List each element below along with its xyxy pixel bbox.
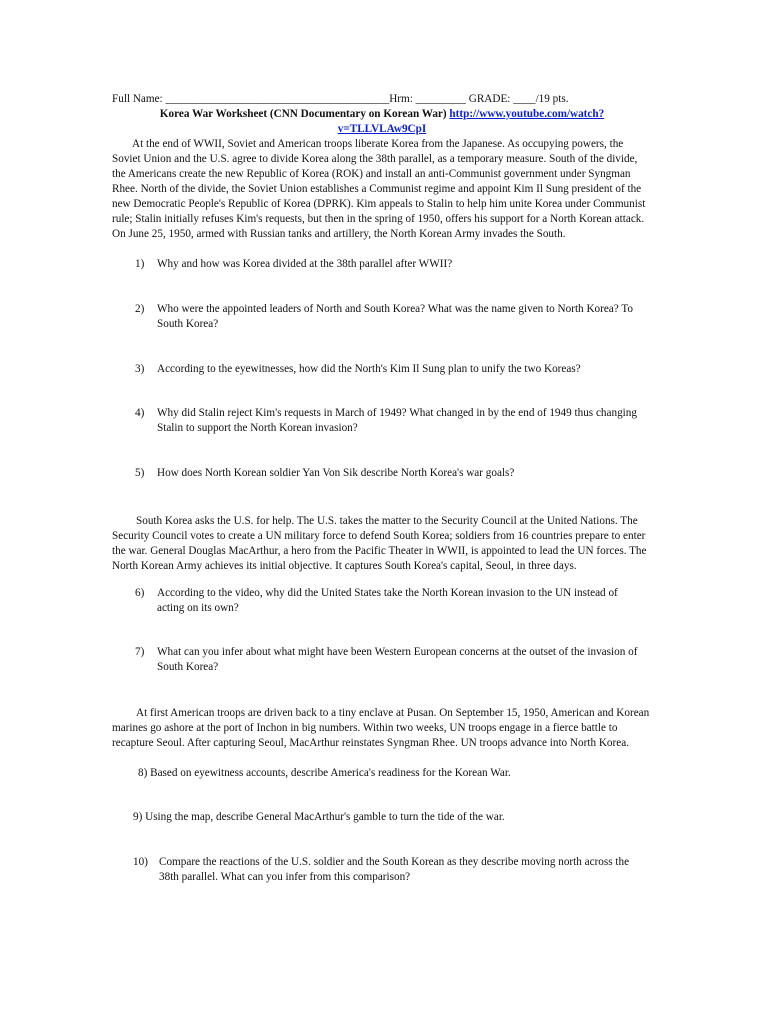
video-link[interactable]: http://www.youtube.com/watch? v=TLLVLAw9CpI xyxy=(337,108,605,135)
un-paragraph: South Korea asks the U.S. for help. The U.S. takes the matter to the Security Council at the United Nations. The Security Council votes to create a UN military force to defend South Korea; soldiers from 16 countries prepare to enter the war. General Douglas MacArthur, a hero from the Pacific Theater in WWII, is appointed to lead the UN forces. The North Korean Army achieves its initial objective. It captures South Korea's capital, Seoul, in three days. xyxy=(112,515,647,572)
question-2: 2) Who were the appointed leaders of North and South Korea? What was the name given to North Korea? To South Korea? xyxy=(135,303,633,330)
intro-paragraph: At the end of WWII, Soviet and American troops liberate Korea from the Japanese. As occupying powers, the Soviet Union and the U.S. agree to divide Korea along the 38th parallel, as a temporary measure. South of the divide, the Americans create the new Republic of Korea (ROK) and install an anti-Communist government under Syngman Rhee. North of the divide, the Soviet Union establishes a Communist regime and appoint Kim Il Sung president of the new Democratic People's Republic of Korea (DPRK). Kim appeals to Stalin to help him unite Korea under Communist rule; Stalin initially refuses Kim's requests, but then in the spring of 1950, offers his support for a North Korean attack. On June 25, 1950, armed with Russian tanks and artillery, the North Korean Army invades the South. xyxy=(112,138,646,240)
question-7: 7) What can you infer about what might have been Western European concerns at the outset of the invasion of South Korea? xyxy=(135,646,638,673)
question-8: 8) Based on eyewitness accounts, describe America's readiness for the Korean War. xyxy=(138,767,511,779)
question-6: 6) According to the video, why did the United States take the North Korean invasion to the UN instead of acting on its own? xyxy=(135,587,618,614)
question-5: 5) How does North Korean soldier Yan Von Sik describe North Korea's war goals? xyxy=(135,467,515,479)
question-1: 1) Why and how was Korea divided at the 38th parallel after WWII? xyxy=(135,258,453,270)
title-text: Korea War Worksheet (CNN Documentary on Korean War) xyxy=(159,108,450,120)
question-3: 3) According to the eyewitnesses, how did the North's Kim Il Sung plan to unify the two Koreas? xyxy=(135,363,581,375)
student-info-line: Full Name: ________________________________________Hrm: _________ GRADE: ____/19 pts. xyxy=(112,93,569,105)
question-10: 10) Compare the reactions of the U.S. soldier and the South Korean as they describe moving north across the 38th parallel. What can you infer from this comparison? xyxy=(133,856,630,883)
worksheet-title xyxy=(112,107,652,137)
inchon-paragraph: At first American troops are driven back to a tiny enclave at Pusan. On September 15, 1950, American and Korean marines go ashore at the port of Inchon in big numbers. Within two weeks, UN troops engage in a fierce battle to recapture Seoul. After capturing Seoul, MacArthur reinstates Syngman Rhee. UN troops advance into North Korea. xyxy=(112,707,650,749)
question-9: 9) Using the map, describe General MacArthur's gamble to turn the tide of the war. xyxy=(133,811,505,823)
question-4: 4) Why did Stalin reject Kim's requests in March of 1949? What changed in by the end of 1949 thus changing Stalin to support the North Korean invasion? xyxy=(135,407,637,434)
